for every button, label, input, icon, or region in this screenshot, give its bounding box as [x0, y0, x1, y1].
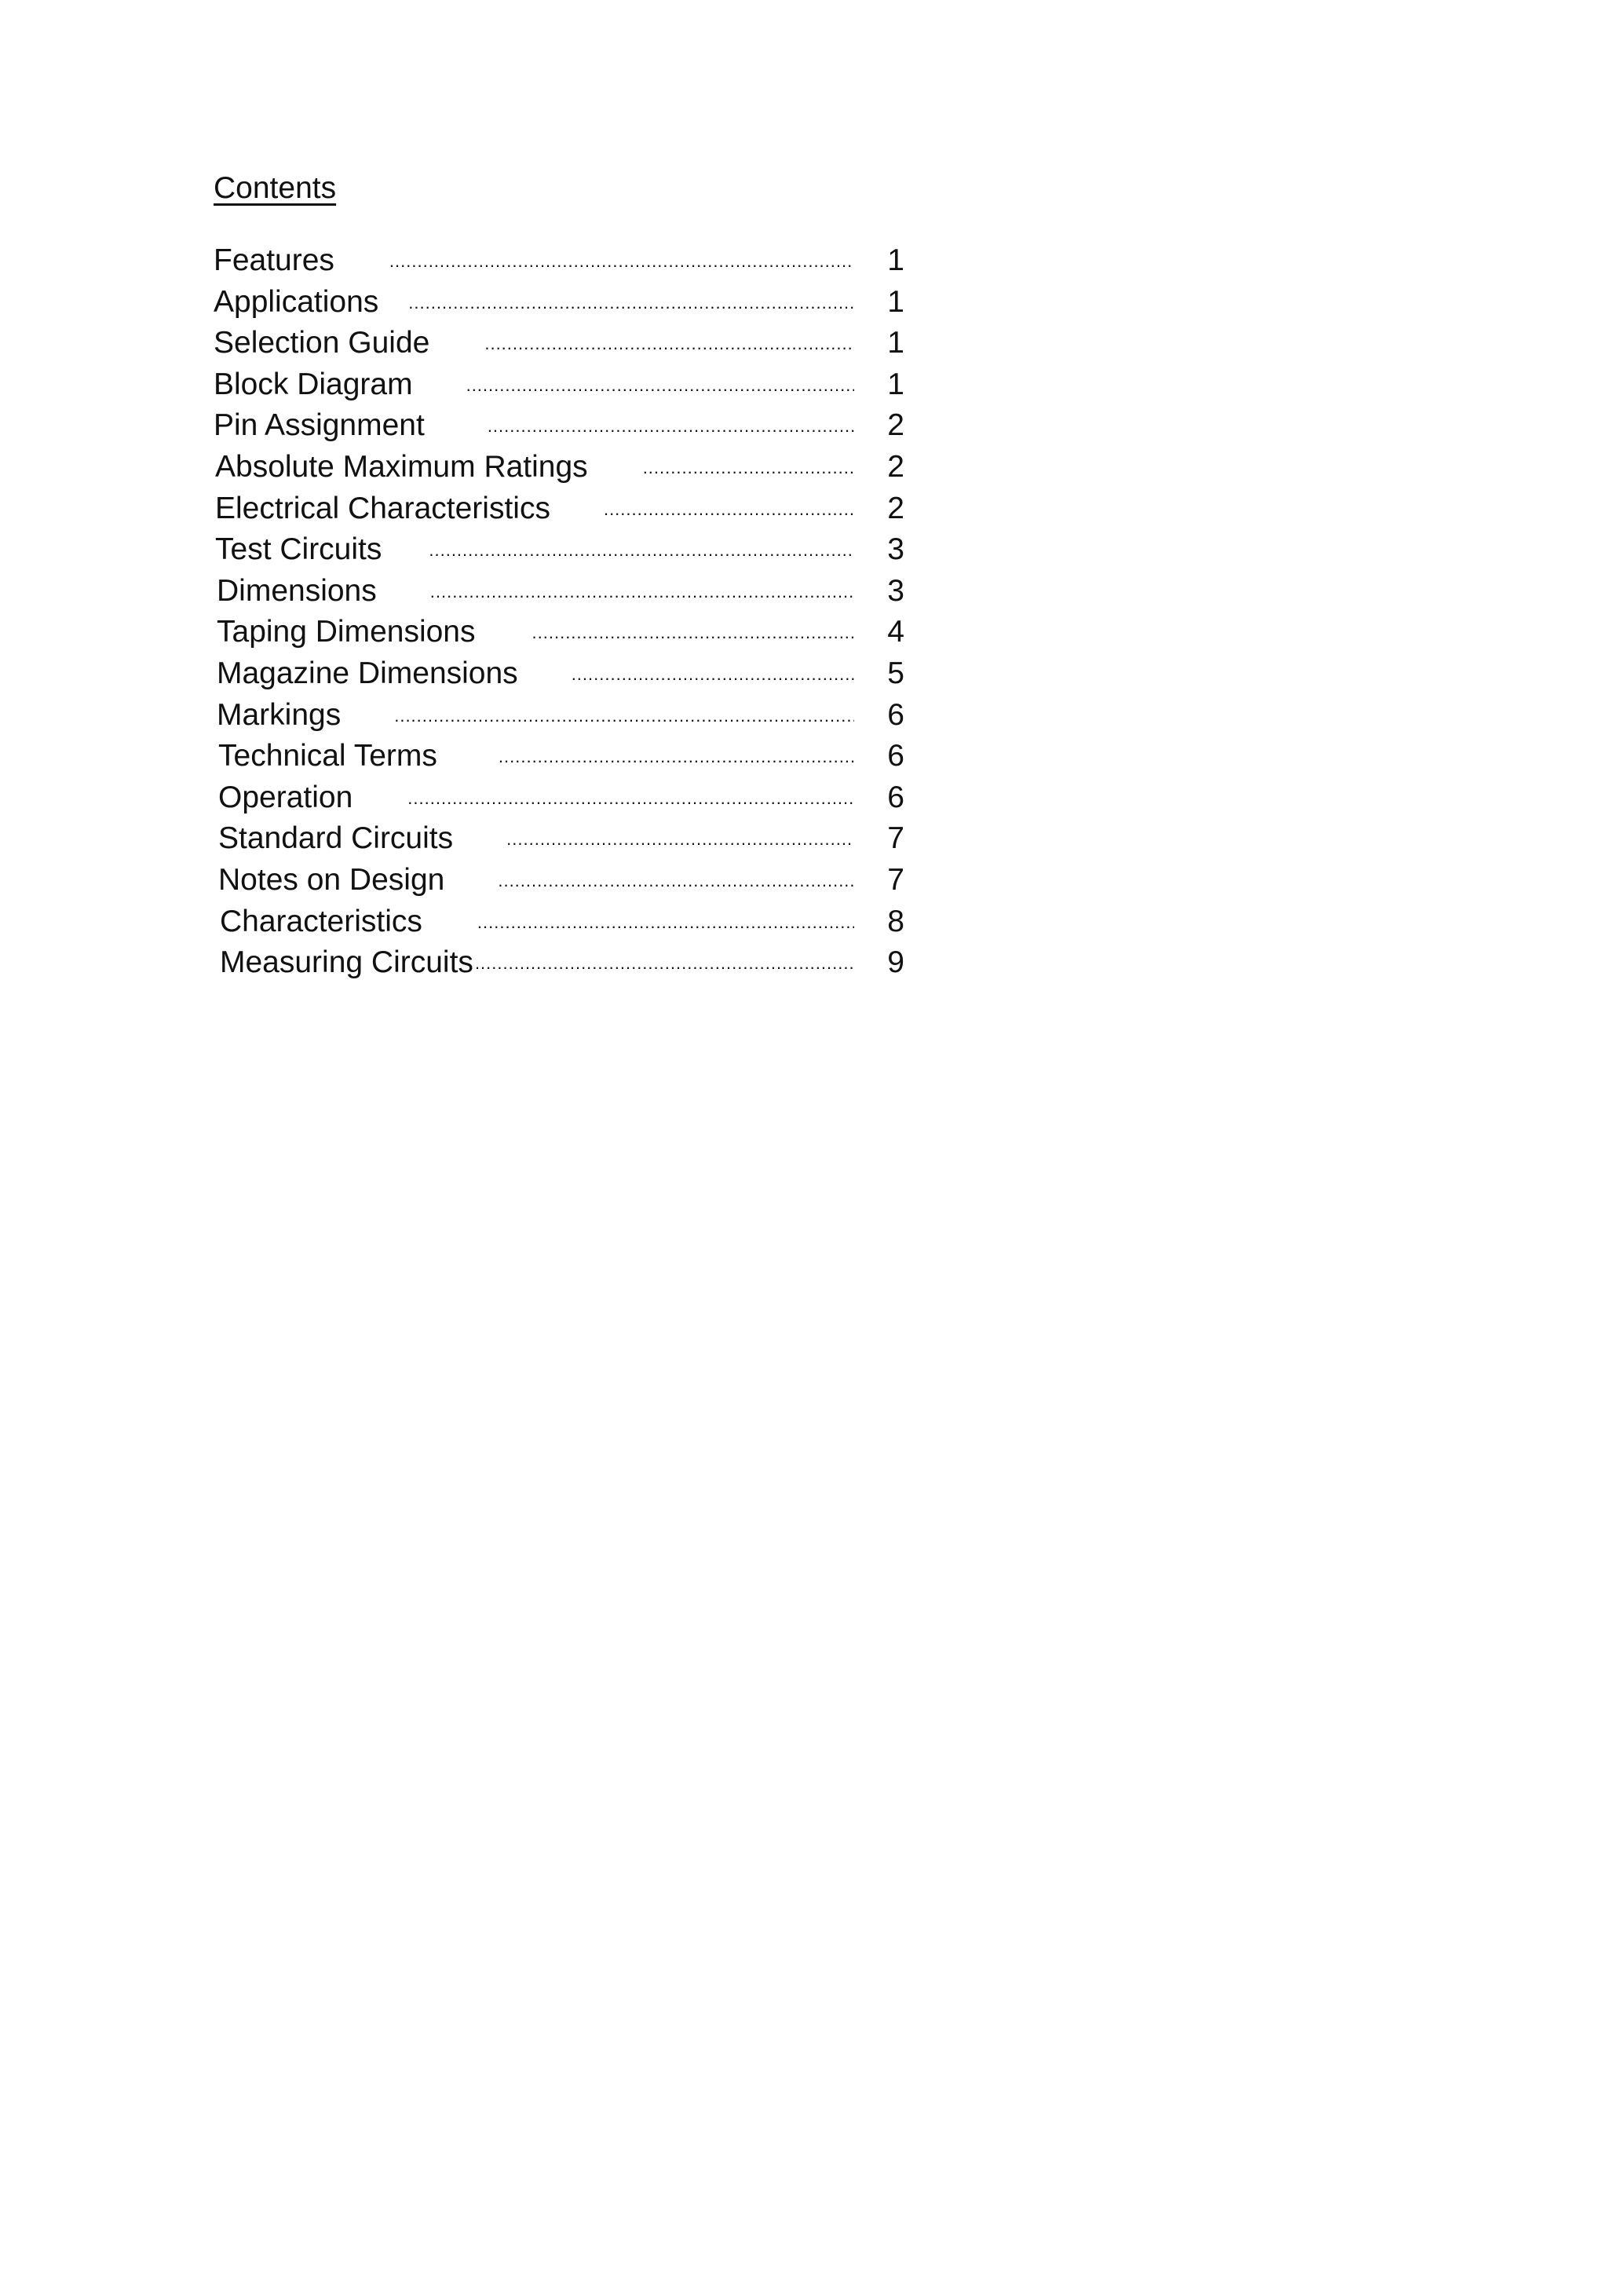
dot-leader — [407, 788, 854, 809]
toc-entry[interactable] — [214, 408, 904, 450]
toc-entry-page: 3 — [887, 532, 904, 567]
toc-entry-label: Applications — [214, 284, 379, 319]
toc-entry-page: 8 — [887, 904, 904, 938]
dot-leader — [604, 499, 854, 520]
toc-entry-page: 4 — [887, 615, 904, 649]
toc-entry-label: Selection Guide — [214, 326, 430, 360]
toc-entry-page: 7 — [887, 821, 904, 856]
toc-entry-page: 2 — [887, 408, 904, 443]
toc-entry[interactable] — [214, 615, 904, 656]
toc-entry-page: 5 — [887, 656, 904, 690]
dot-leader — [572, 664, 854, 685]
toc-entry-label: Magazine Dimensions — [217, 656, 518, 690]
dot-leader — [477, 912, 854, 933]
toc-entry-page: 9 — [887, 945, 904, 980]
toc-entry-label: Measuring Circuits — [220, 945, 473, 980]
toc-entry-page: 2 — [887, 449, 904, 484]
toc-entry[interactable] — [214, 450, 904, 492]
toc-entry[interactable] — [214, 739, 904, 781]
dot-leader — [498, 871, 854, 891]
dot-leader — [532, 623, 854, 643]
toc-entry-page: 1 — [887, 243, 904, 277]
toc-entry-page: 1 — [887, 284, 904, 319]
toc-entry-page: 1 — [887, 326, 904, 360]
toc-entry[interactable] — [214, 243, 904, 285]
toc-entry-page: 6 — [887, 697, 904, 732]
toc-entry[interactable] — [214, 781, 904, 822]
dot-leader — [499, 747, 854, 767]
toc-entry-label: Test Circuits — [215, 532, 382, 567]
toc-entry-label: Block Diagram — [214, 367, 413, 401]
toc-entry[interactable] — [214, 698, 904, 740]
dot-leader — [466, 375, 854, 396]
toc-entry-label: Markings — [217, 697, 342, 732]
dot-leader — [408, 293, 854, 313]
toc-entry[interactable] — [214, 821, 904, 863]
dot-leader — [389, 251, 854, 272]
toc-entry-page: 6 — [887, 739, 904, 773]
toc-entry-label: Absolute Maximum Ratings — [215, 449, 588, 484]
toc-entry-label: Taping Dimensions — [217, 615, 476, 649]
dot-leader — [475, 953, 854, 974]
toc-entry[interactable] — [214, 656, 904, 698]
toc-entry-page: 6 — [887, 780, 904, 814]
toc-entry-page: 7 — [887, 862, 904, 897]
toc-entry[interactable] — [214, 492, 904, 533]
dot-leader — [430, 582, 854, 602]
toc-entry[interactable] — [214, 863, 904, 905]
toc-entry-label: Dimensions — [217, 573, 377, 608]
toc-entry-page: 1 — [887, 367, 904, 401]
page-title: Contents — [214, 171, 337, 205]
toc-entry[interactable] — [214, 574, 904, 616]
toc-entry-page: 2 — [887, 491, 904, 525]
toc-entry-label: Technical Terms — [218, 739, 437, 773]
dot-leader — [488, 416, 854, 437]
toc-entry[interactable] — [214, 905, 904, 946]
toc-entry-label: Electrical Characteristics — [215, 491, 550, 525]
dot-leader — [484, 334, 854, 354]
dot-leader — [643, 458, 854, 478]
toc-entry[interactable] — [214, 326, 904, 367]
toc-entry[interactable] — [214, 532, 904, 574]
dot-leader — [429, 540, 854, 561]
toc-entry-label: Pin Assignment — [214, 408, 425, 443]
toc-entry-label: Standard Circuits — [218, 821, 454, 856]
toc-entry[interactable] — [214, 367, 904, 409]
toc-entry-page: 3 — [887, 573, 904, 608]
toc-entry[interactable] — [214, 945, 904, 987]
toc-entry-label: Operation — [218, 780, 353, 814]
table-of-contents — [214, 243, 904, 987]
toc-entry[interactable] — [214, 285, 904, 327]
dot-leader — [506, 829, 854, 850]
toc-entry-label: Features — [214, 243, 334, 277]
dot-leader — [394, 706, 854, 726]
toc-entry-label: Characteristics — [220, 904, 422, 938]
toc-entry-label: Notes on Design — [218, 862, 445, 897]
